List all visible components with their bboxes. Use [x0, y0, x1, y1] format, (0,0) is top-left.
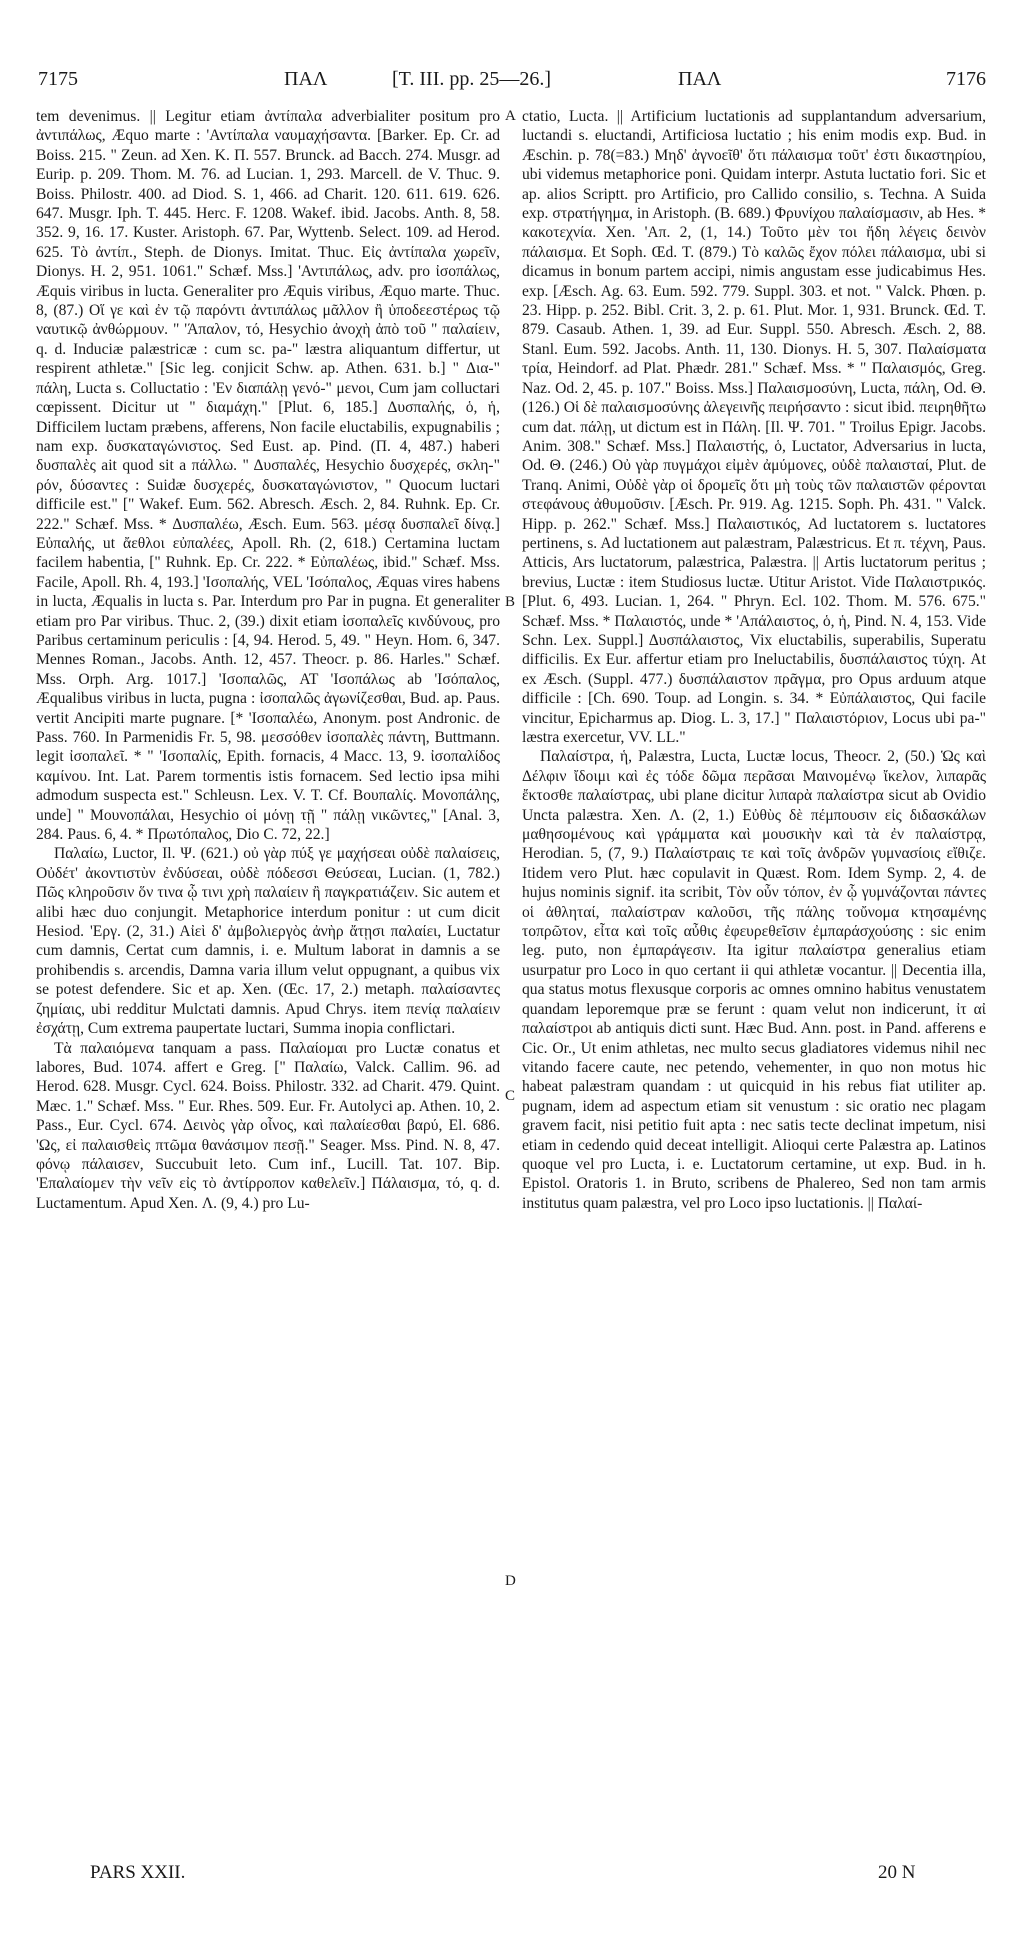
margin-letter-c: C — [505, 1088, 516, 1104]
left-paragraph: Τὰ παλαιόμενα tanquam a pass. Παλαίομαι pro Luctæ conatus et labores, Bud. 1074. affert e Greg. [" Παλαίω, Valck. Callim. 96. ad Herod. 628. Musgr. Cycl. 624. Boiss. Philostr. 332. ad Charit. 479. Quint. Mæc. 1." Schæf. Mss. " Eur. Rhes. 509. Eur. Fr. Autolyci ap. Athen. 10, 2. Pass., Eur. Cycl. 674. Δεινὸς γὰρ οἶνος, καὶ παλαίεσθαι βαρύ, El. 686. 'Ως, εἰ παλαισθεὶς πτῶμα θανάσιμον πεσῇ." Seager. Mss. Pind. N. 8, 47. φόνῳ πάλαισεν, Succubuit leto. Cum inf., Lucill. Tat. 107. Bip. 'Επαλαίομεν τὴν νεῖν εἰς τὸ ἀντίρροπον καθελεῖν.] Πάλαισμα, τό, q. d. Luctamentum. Apud Xen. Λ. (9, 4.) pro Lu- — [36, 1039, 500, 1212]
left-paragraph: Παλαίω, Luctor, Il. Ψ. (621.) οὐ γὰρ πύξ γε μαχήσεαι οὐδὲ παλαίσεις, Οὐδέτ' ἀκοντιστὺν ἐνδύσεαι, οὐδὲ πόδεσσι Θεύσεαι, Lucian. (1, 782.) Πῶς κληροῦσιν ὅν τινα ᾧ τινι χρὴ παλαίειν ἢ παγκρατιάζειν. Sic autem et alibi hæc duo conjungit. Metaphorice interdum ponitur : ut cum dicit Hesiod. 'Εργ. (2, 31.) Αἰεὶ δ' ἀμβολιεργὸς ἀνὴρ ἄτῃσι παλαίει, Luctatur cum damnis, Certat cum damnis, i. e. Multum laborat in damnis a se prohibendis s. arcendis, Damna varia illum velut oppugnant, a quibus vix se potest defendere. Sic et ap. Xen. (Œc. 17, 2.) metaph. παλαίσαντες ζημίαις, ubi redditur Mulctati damnis. Apud Chrys. item πενίᾳ παλαίειν ἐσχάτῃ, Cum extrema paupertate luctari, Summa inopia conflictari. — [36, 845, 500, 1038]
right-column — [522, 107, 986, 1213]
margin-letter-d: D — [505, 1573, 516, 1589]
sheet-number: 20 N — [878, 1862, 916, 1883]
signature-mark: PARS XXII. — [90, 1862, 186, 1883]
left-paragraph: tem devenimus. || Legitur etiam ἀντίπαλα adverbialiter positum pro ἀντιπάλως, Æquo marte : 'Αντίπαλα ναυμαχήσαντα. [Barker. Ep. Cr. ad Boiss. 215. " Zeun. ad Xen. K. Π. 557. Brunck. ad Bacch. 274. Musgr. ad Eurip. p. 209. Thom. M. 76. ad Lucian. 1, 293. Marcell. de V. Thuc. 9. Boiss. Philostr. 400. ad Diod. S. 1, 466. ad Charit. 120. 611. 619. 626. 647. Musgr. Iph. T. 445. Herc. F. 1208. Wakef. ibid. Jacobs. Anth. 8, 58. 352. 9, 16. 17. Kuster. Aristoph. 67. Par, Wyttenb. Select. 109. ad Herod. 625. Τὸ ἀντίπ., Steph. de Dionys. Imitat. Thuc. Εἰς ἀντίπαλα χωρεῖν, Dionys. H. 2, 951. 1061." Schæf. Mss.] 'Αντιπάλως, adv. pro ἰσοπάλως, Æquis viribus in lucta. Generaliter pro Æquis viribus, Æquo marte. Thuc. 8, (87.) Οἵ γε καὶ ἐν τῷ παρόντι ἀντιπάλως μᾶλλον ἢ ὑποδεεστέρως τῷ ναυτικῷ ἀνθώρμουν. " 'Άπαλον, τό, Hesychio ἀνοχὴ ἀπὸ τοῦ " παλαίειν, q. d. Induciæ palæstricæ : cum sc. pa-" læstra aliquantum differtur, ut respirent athletæ." [Sic leg. conjicit Schw. ap. Athen. 631. b.] " Δια-" πάλη, Lucta s. Colluctatio : 'Εν διαπάλῃ γενό-" μενοι, Cum jam colluctari cœpissent. Dicitur ut " διαμάχη." [Plut. 6, 185.] Δυσπαλής, ὁ, ἡ, Difficilem luctam præbens, afferens, Non facile eluctabilis, expugnabilis ; nam exp. δυσκαταγώνιστος. Sed Eust. ap. Pind. (Π. 4, 487.) haberi δυσπαλὲς ait quod sit a πάλλω. " Δυσπαλές, Hesychio δυσχερές, σκλη-" ρόν, δύσαντες : Suidæ δυσχερές, δυσκαταγώνιστον, " Quocum luctari difficile est." [" Wakef. Eum. 562. Abresch. Æsch. 2, 84. Ruhnk. Ep. Cr. 222." Schæf. Mss. * Δυσπαλέω, Æsch. Eum. 563. μέσᾳ δυσπαλεῖ δίνᾳ.] Εὐπαλής, ut ἄεθλοι εὐπαλέες, Apoll. Rh. (2, 618.) Certamina luctam facilem habentia, [" Ruhnk. Ep. Cr. 222. * Εὐπαλέως, ibid." Schæf. Mss. Facile, Apoll. Rh. 4, 193.] 'Ισοπαλής, VEL 'Ισόπαλος, Æquas vires habens in lucta, Æqualis in lucta s. Par. Interdum pro Par in pugna. Et generaliter etiam pro Par viribus. Thuc. 2, (39.) dixit etiam ἰσοπαλεῖς κινδύνους, pro Paribus certaminum periculis : [4, 94. Herod. 5, 49. " Heyn. Hom. 6, 347. Mennes Roman., Jacobs. Anth. 12, 457. Theocr. p. 86. Harles." Schæf. Mss. Orph. Arg. 1017.] 'Ισοπαλῶς, AT 'Ισοπάλως ab 'Ισόπαλος, Æqualibus viribus in lucta, pugna : ἰσοπαλῶς ἀγωνίζεσθαι, Bud. ap. Paus. vertit Ancipiti marte pugnare. [* 'Ισοπαλέω, Anonym. post Andronic. de Pass. 760. In Parmenidis Fr. 5, 98. μεσσόθεν ἰσοπαλὲς πάντη, Buttmann. legit ἰσοπαλεῖ. * " 'Ισοπαλίς, Epith. fornacis, 4 Macc. 13, 9. ἰσοπαλίδος καμίνου. Int. Lat. Parem tormentis istis fornacem. Sed lectio ipsa mihi admodum suspecta est." Schleusn. Lex. V. T. Cf. Βουπαλίς. Μονοπάλης, unde] " Μουνοπάλαι, Hesychio οἱ μόνῃ τῇ " πάλῃ νικῶντες," [Anal. 3, 284. Paus. 6, 4. * Πρωτόπαλος, Dio C. 72, 22.] — [36, 108, 500, 844]
running-header — [38, 68, 986, 102]
margin-letter-a: A — [505, 108, 516, 124]
column-number-right: 7176 — [946, 68, 986, 90]
right-paragraph: ctatio, Lucta. || Artificium luctationis ad supplantandum adversarium, luctandi s. eluctandi, Artificiosa luctatio ; his enim modis exp. Bud. in Æschin. p. 78(=83.) Μηδ' ἀγνοεῖθ' ὅτι πάλαισμα τοῦτ' ἐστι δικαστηρίου, ubi videmus metaphorice poni. Quidam interpr. Astuta luctatio fori. Sic et ap. alios Scriptt. pro Artificio, pro Callido consilio, s. Techna. A Suida exp. στρατήγημα, in Aristoph. (B. 689.) Φρυνίχου παλαίσμασιν, ab Hes. * κακοτεχνία. Xen. 'Απ. 2, (1, 14.) Τοῦτο μὲν τοι ἤδη λέγεις δεινὸν πάλαισμα. Et Soph. Œd. T. (879.) Τὸ καλῶς ἔχον πόλει πάλαισμα, ubi si dicamus in bonum partem accipi, nimis angustam esse judicabimus Hes. exp. [Æsch. Ag. 63. Eum. 592. 779. Suppl. 303. et not. " Valck. Phœn. p. 23. Hipp. p. 252. Bibl. Crit. 3, 2. p. 61. Plut. Mor. 1, 931. Brunck. Œd. T. 879. Casaub. Athen. 1, 39. ad Eur. Suppl. 550. Abresch. Æsch. 2, 88. Stanl. Eum. 592. Jacobs. Anth. 11, 130. Dionys. H. 5, 307. Παλαίσματα τρία, Heindorf. ad Plat. Phædr. 281." Schæf. Mss. * " Παλαισμός, Greg. Naz. Od. 2, 45. p. 107." Boiss. Mss.] Παλαισμοσύνη, Lucta, πάλη, Od. Θ. (126.) Οἱ δὲ παλαισμοσύνης ἀλεγεινῆς πειρήσαντο : sicut ibid. πειρηθῆτω cum dat. πάλῃ, ut dictum est in Πάλη. [Il. Ψ. 701. " Troilus Epigr. Jacobs. Anim. 308." Schæf. Mss.] Παλαιστής, ὁ, Luctator, Adversarius in lucta, Od. Θ. (246.) Οὐ γὰρ πυγμάχοι εἰμὲν ἀμύμονες, οὐδὲ παλαισταί, Plut. de Tranq. Animi, Οὐδὲ γὰρ οἱ δρομεῖς ὅτι μὴ τοὺς τῶν παλαιστῶν φέρονται στεφάνους ἀθυμοῦσιν. [Æsch. Pr. 919. Ag. 1215. Soph. Ph. 431. " Valck. Hipp. p. 262." Schæf. Mss.] Παλαιστικός, Ad luctatorem s. luctatores pertinens, s. Ad luctationem aut palæstram, Palæstricus. Et π. τέχνη, Paus. Atticis, Ars luctatorum, palæstrica, Palæstra. || Artis luctatorum peritus ; brevius, Luctæ : item Studiosus luctæ. Utitur Aristot. Vide Παλαιστρικός. [Plut. 6, 493. Lucian. 1, 264. " Phryn. Ecl. 102. Thom. M. 576. 675." Schæf. Mss. * Παλαιστός, unde * 'Απάλαιστος, ὁ, ἡ, Pind. N. 4, 153. Vide Schn. Lex. Suppl.] Δυσπάλαιστος, Vix eluctabilis, superabilis, Superatu difficilis. Ex Eur. affertur etiam pro Ineluctabilis, δυσπάλαιστος τύχη. At ex Æsch. (Suppl. 477.) δυσπάλαιστον πρᾶγμα, pro Opus arduum atque difficile : [Ch. 690. Toup. ad Longin. s. 34. * Εὐπάλαιστος, Qui facile vincitur, Epicharmus ap. Diog. L. 3, 17.] " Παλαιστόριον, Locus ubi pa-" læstra exercetur, VV. LL." — [522, 108, 986, 746]
header-headword-left: ΠΑΛ — [284, 68, 328, 90]
header-headword-right: ΠΑΛ — [678, 68, 722, 90]
header-volume-reference: [T. III. pp. 25—26.] — [392, 68, 552, 90]
margin-letter-b: B — [505, 594, 516, 610]
column-number-left: 7175 — [38, 68, 78, 90]
left-column — [36, 107, 500, 1213]
right-paragraph: Παλαίστρα, ἡ, Palæstra, Lucta, Luctæ locus, Theocr. 2, (50.) Ὡς καὶ Δέλφιν ἴδοιμι καὶ ἐς τόδε δῶμα περᾶσαι Μαινομένῳ ἴκελον, λιπαρᾶς ἔκτοσθε παλαίστρας, ubi plane dicitur λιπαρὰ παλαίστρα sicut ab Ovidio Uncta palæstra. Xen. Λ. (2, 1.) Εὐθὺς δὲ πέμπουσιν εἰς διδασκάλων μαθησομένους καὶ γράμματα καὶ μουσικὴν καὶ τὰ ἐν παλαίστρᾳ, Herodian. 5, (7, 9.) Παλαίστραις τε καὶ τοῖς ἀνδρῶν γυμνασίοις εἴθιζε. Itidem vero Plut. hæc copulavit in Quæst. Rom. Idem Symp. 2, 4. de hujus nominis signif. ita scribit, Τὸν οὖν τόπον, ἐν ᾧ γυμνάζονται πάντες οἱ ἀθληταί, παλαίστραν καλοῦσι, τῆς πάλης τοὔνομα κτησαμένης τοπρῶτον, εἶτα καὶ τοῖς αὖθις ἐφευρεθεῖσιν ἐμπαράσχούσης : sic enim leg. puto, non ἐμπαράγεσιν. Ita igitur παλαίστρα generalius etiam usurpatur pro Loco in quo certant ii qui athletæ vocantur. || Decentia illa, qua status motus flexusque corporis ac omnes omnino habitus venustatem quandam leporemque præ se ferunt : quam velut non indicerunt, ἰτ αἰ παλαίστροι ab antiquis dicti sunt. Hæc Bud. Ann. post. in Pand. afferens e Cic. Or., Ut enim athletas, nec multo secus gladiatores videmus nihil nec vitando facere caute, nec petendo, vehementer, in quo non motus hic habeat palæstram quandam : ut quicquid in his rebus fiat utiliter ap. pugnam, idem ad aspectum etiam sit venustum : sic oratio nec plagam gravem facit, nisi petitio fuit apta : nec satis tecte declinat impetum, nisi etiam in cedendo quid deceat intelligit. Alioqui certe Palæstra ap. Latinos quoque vel pro Lucta, i. e. Luctatorum certamine, ut exp. Bud. in h. Epistol. Oratoris 1. in Bruto, scribens de Phalereo, Sed non tam armis institutus quam palæstra, vel pro Loco ipso luctationis. || Παλαί- — [522, 748, 986, 1212]
